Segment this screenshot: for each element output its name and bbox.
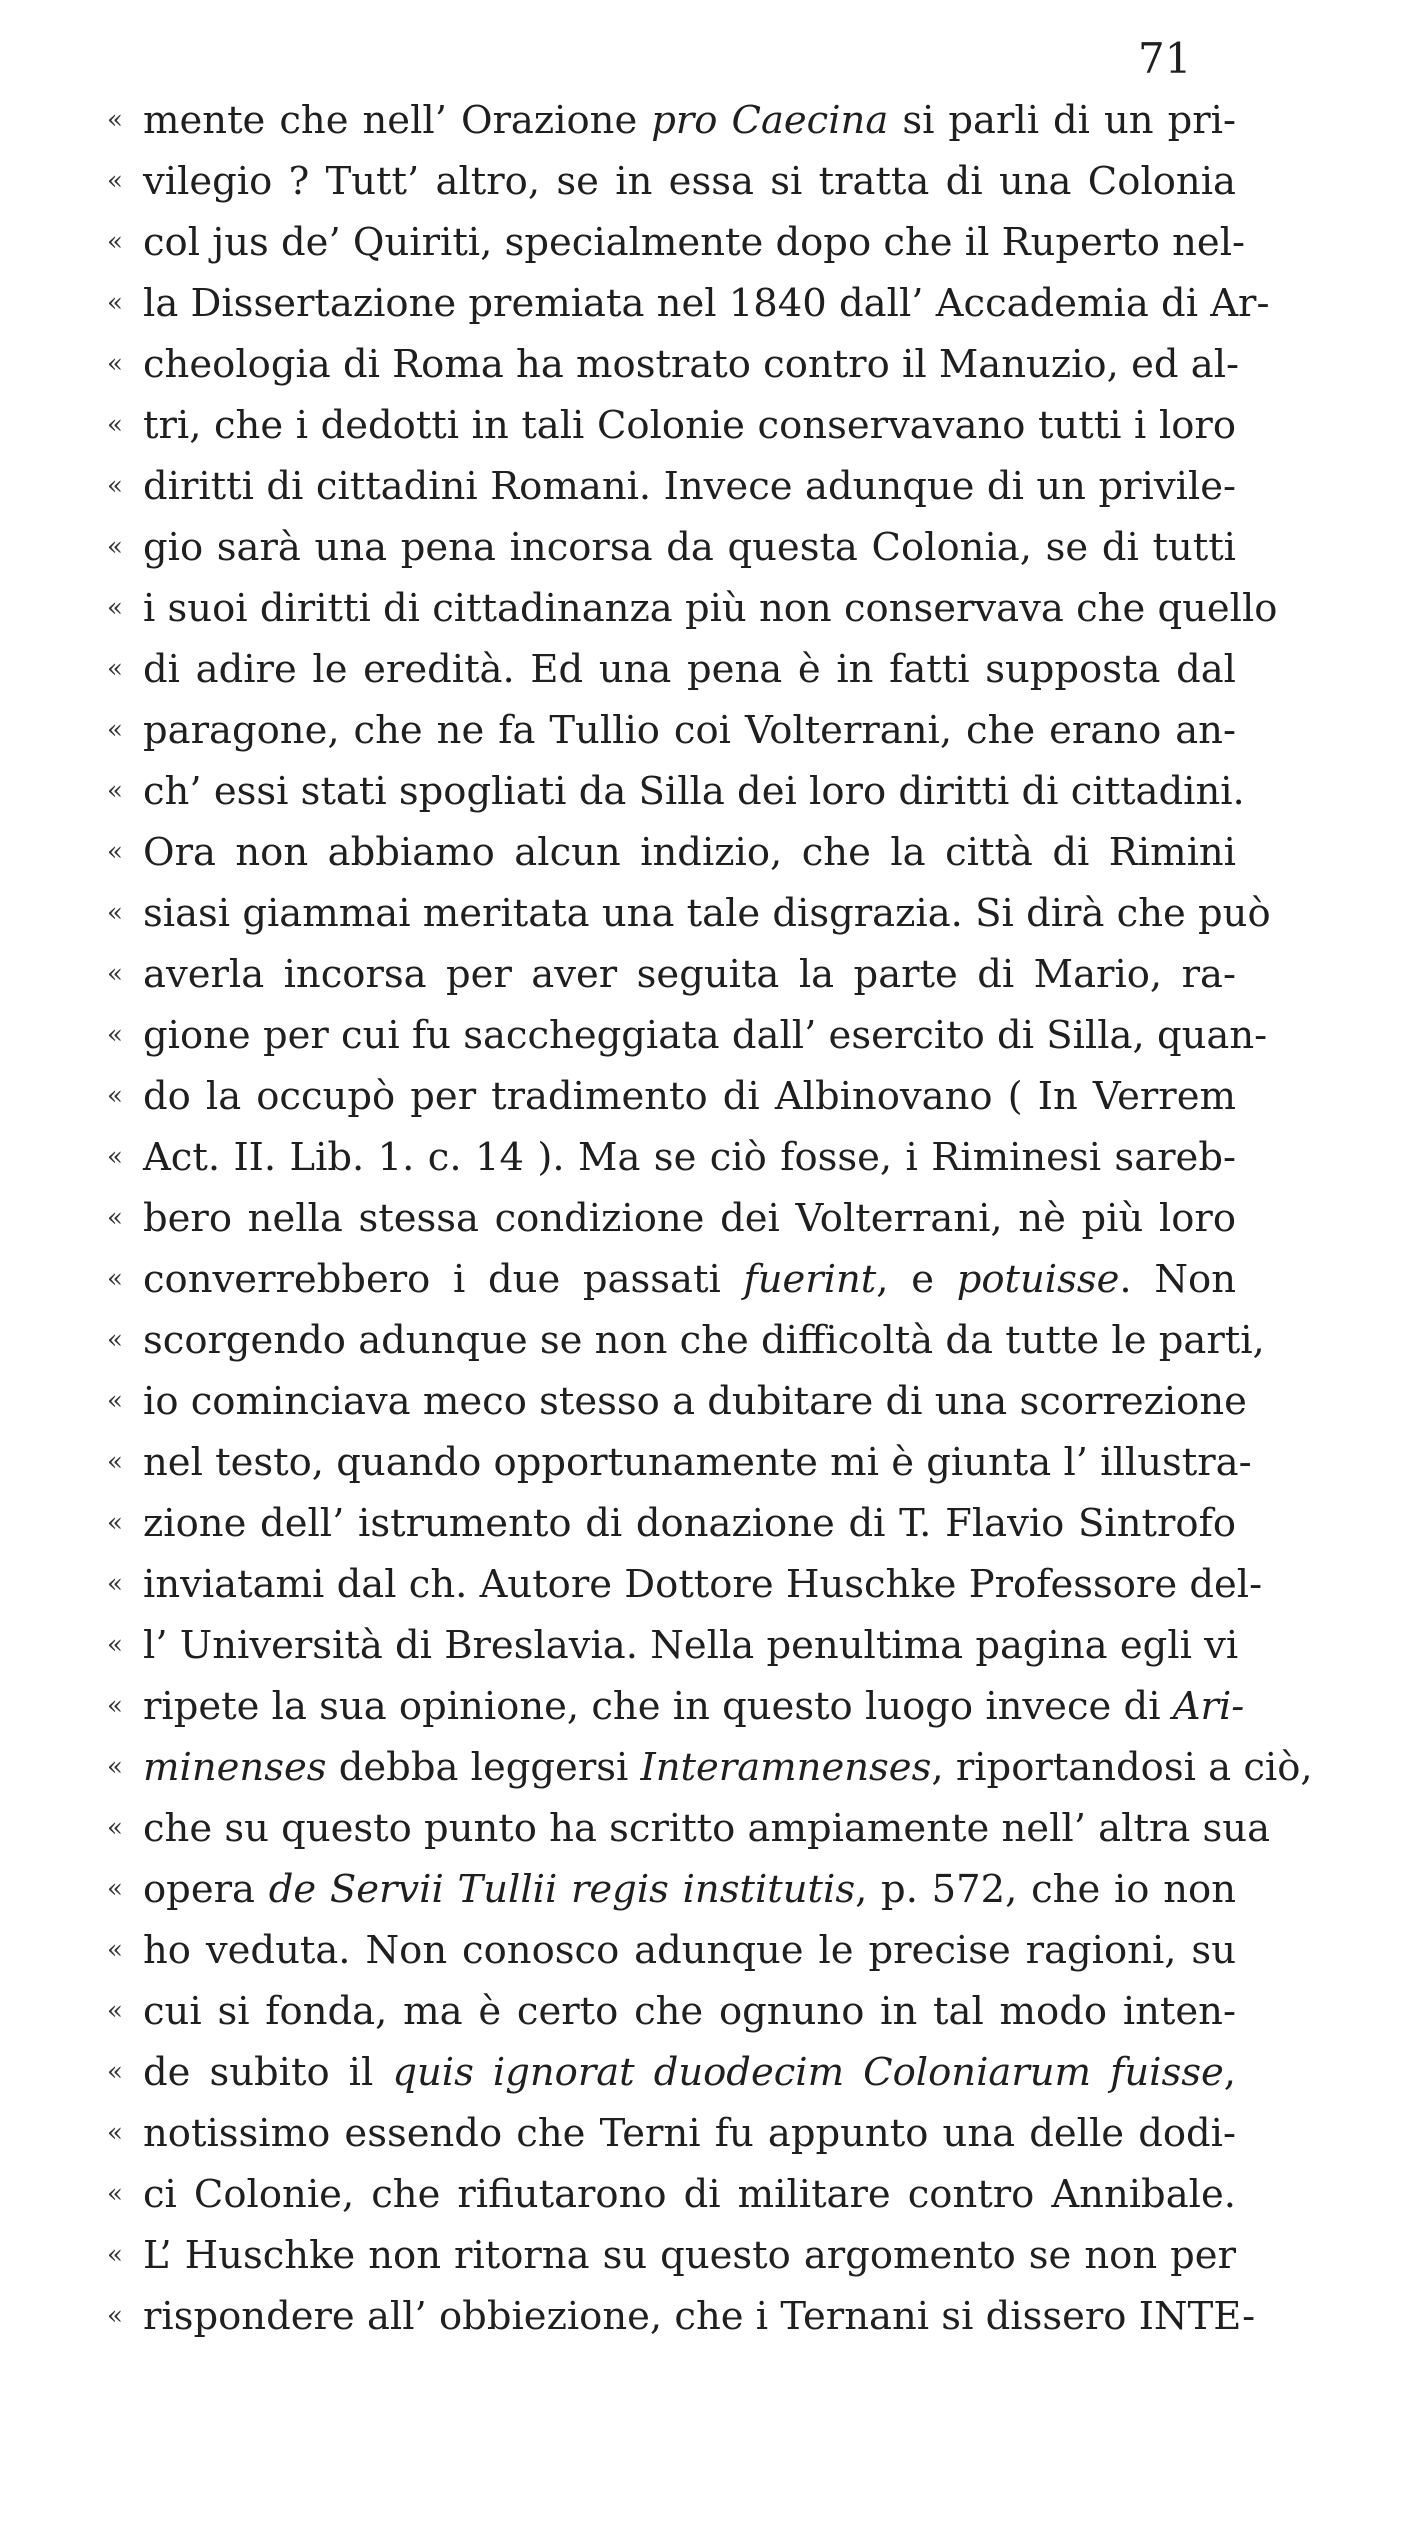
line-text — [143, 578, 1278, 639]
text-run: ripete la sua opinione, che in questo luogo invece di — [143, 1684, 1173, 1729]
text-run: col jus de’ Quiriti, specialmente dopo che il Ruperto nel- — [143, 220, 1246, 265]
text-line — [107, 1188, 1236, 1249]
text-line — [107, 761, 1245, 822]
quotation-mark: « — [107, 166, 123, 196]
line-text — [143, 273, 1270, 334]
line-text — [143, 1432, 1252, 1493]
line-text — [143, 1188, 1236, 1249]
text-line — [107, 90, 1236, 151]
text-line — [107, 1310, 1265, 1371]
line-text — [143, 151, 1236, 212]
line-text — [143, 1127, 1236, 1188]
line-text — [143, 2164, 1236, 2225]
text-line — [107, 1554, 1263, 1615]
quotation-mark: « — [107, 1630, 123, 1660]
quotation-mark: « — [107, 1203, 123, 1233]
italic-run: potuisse — [956, 1257, 1120, 1302]
quotation-mark: « — [107, 2057, 123, 2087]
text-line — [107, 395, 1236, 456]
italic-run: de Servii Tullii regis institutis — [268, 1867, 856, 1912]
text-line — [107, 1798, 1271, 1859]
text-run: averla incorsa per aver seguita la parte di Mario, ra- — [143, 952, 1236, 997]
italic-run: quis ignorat duodecim Coloniarum fuisse — [392, 2050, 1224, 2095]
quotation-mark: « — [107, 349, 123, 379]
text-run: l’ Università di Breslavia. Nella penultima pagina egli vi — [143, 1623, 1239, 1668]
quotation-mark: « — [107, 1447, 123, 1477]
text-line — [107, 1920, 1236, 1981]
italic-run: pro Caecina — [651, 98, 889, 143]
text-run: cui si fonda, ma è certo che ognuno in tal modo inten- — [143, 1989, 1236, 2034]
text-run: , — [1223, 2050, 1237, 2095]
quotation-mark: « — [107, 1081, 123, 1111]
text-line — [107, 944, 1236, 1005]
italic-run: fuerint — [743, 1257, 877, 1302]
line-text — [143, 1005, 1268, 1066]
line-text — [143, 1676, 1245, 1737]
line-text — [143, 2103, 1236, 2164]
line-text — [143, 1615, 1239, 1676]
quotation-mark: « — [107, 471, 123, 501]
text-run: inviatami dal ch. Autore Dottore Huschke Professore del- — [143, 1562, 1263, 1607]
text-line — [107, 2286, 1256, 2347]
text-line — [107, 578, 1278, 639]
text-run: ho veduta. Non conosco adunque le precise ragioni, su — [143, 1928, 1236, 1973]
text-run: vilegio ? Tutt’ altro, se in essa si tratta di una Colonia — [143, 159, 1236, 204]
quotation-mark: « — [107, 410, 123, 440]
text-run: ch’ essi stati spogliati da Silla dei loro diritti di cittadini. — [143, 769, 1245, 814]
quotation-mark: « — [107, 1386, 123, 1416]
text-line — [107, 456, 1236, 517]
text-run: cheologia di Roma ha mostrato contro il Manuzio, ed al- — [143, 342, 1240, 387]
line-text — [143, 700, 1236, 761]
italic-run: Interamnenses — [640, 1745, 932, 1790]
line-text — [143, 2042, 1236, 2103]
text-line — [107, 212, 1246, 273]
text-line — [107, 2225, 1236, 2286]
body-text — [107, 90, 1313, 2347]
text-line — [107, 700, 1236, 761]
quotation-mark: « — [107, 715, 123, 745]
text-run: mente che nell’ Orazione — [143, 98, 652, 143]
line-text — [143, 334, 1240, 395]
text-line — [107, 1737, 1313, 1798]
text-run: , p. 572, che io non — [855, 1867, 1236, 1912]
text-run: diritti di cittadini Romani. Invece adunque di un privile- — [143, 464, 1236, 509]
text-line — [107, 1371, 1247, 1432]
text-line — [107, 1249, 1237, 1310]
text-run: si parli di un pri- — [888, 98, 1236, 143]
quotation-mark: « — [107, 1569, 123, 1599]
text-run: rispondere all’ obbiezione, che i Ternani si dissero INTE- — [143, 2294, 1256, 2339]
quotation-mark: « — [107, 1813, 123, 1843]
text-run: io cominciava meco stesso a dubitare di una scorrezione — [143, 1379, 1247, 1424]
text-line — [107, 1127, 1236, 1188]
text-run: bero nella stessa condizione dei Volterrani, nè più loro — [143, 1196, 1236, 1241]
text-line — [107, 2103, 1236, 2164]
text-run: i suoi diritti di cittadinanza più non conservava che quello — [143, 586, 1278, 631]
text-run: gione per cui fu saccheggiata dall’ esercito di Silla, quan- — [143, 1013, 1268, 1058]
quotation-mark: « — [107, 593, 123, 623]
quotation-mark: « — [107, 227, 123, 257]
text-line — [107, 1005, 1268, 1066]
text-run: do la occupò per tradimento di Albinovano ( In Verrem — [143, 1074, 1236, 1119]
text-run: la Dissertazione premiata nel 1840 dall’ Accademia di Ar- — [143, 281, 1270, 326]
text-run: notissimo essendo che Terni fu appunto una delle dodi- — [143, 2111, 1236, 2156]
quotation-mark: « — [107, 1691, 123, 1721]
line-text — [143, 2225, 1236, 2286]
text-line — [107, 1615, 1239, 1676]
text-run: ci Colonie, che rifiutarono di militare contro Annibale. — [143, 2172, 1236, 2217]
quotation-mark: « — [107, 1874, 123, 1904]
text-run: , riportandosi a ciò, — [931, 1745, 1313, 1790]
quotation-mark: « — [107, 1996, 123, 2026]
text-run: . Non — [1119, 1257, 1237, 1302]
italic-run: minenses — [143, 1745, 327, 1790]
text-run: de subito il — [143, 2050, 393, 2095]
text-run: opera — [143, 1867, 269, 1912]
quotation-mark: « — [107, 2301, 123, 2331]
text-run: nel testo, quando opportunamente mi è giunta l’ illustra- — [143, 1440, 1252, 1485]
quotation-mark: « — [107, 532, 123, 562]
line-text — [143, 1920, 1236, 1981]
quotation-mark: « — [107, 2118, 123, 2148]
text-line — [107, 273, 1270, 334]
text-run: zione dell’ istrumento di donazione di T. Flavio Sintrofo — [143, 1501, 1236, 1546]
line-text — [143, 1737, 1313, 1798]
line-text — [143, 639, 1236, 700]
page-number: 71 — [1138, 34, 1192, 83]
quotation-mark: « — [107, 105, 123, 135]
line-text — [143, 1554, 1263, 1615]
line-text — [143, 761, 1245, 822]
text-run: Ora non abbiamo alcun indizio, che la città di Rimini — [143, 830, 1236, 875]
line-text — [143, 212, 1246, 273]
line-text — [143, 1066, 1236, 1127]
text-run: di adire le eredità. Ed una pena è in fatti supposta dal — [143, 647, 1236, 692]
text-run: L’ Huschke non ritorna su questo argomento se non per — [143, 2233, 1236, 2278]
quotation-mark: « — [107, 288, 123, 318]
line-text — [143, 2286, 1256, 2347]
text-run: scorgendo adunque se non che difficoltà da tutte le parti, — [143, 1318, 1265, 1363]
text-line — [107, 151, 1236, 212]
line-text — [143, 1798, 1271, 1859]
quotation-mark: « — [107, 898, 123, 928]
text-run: converrebbero i due passati — [143, 1257, 744, 1302]
text-line — [107, 883, 1271, 944]
line-text — [143, 456, 1236, 517]
text-run: tri, che i dedotti in tali Colonie conservavano tutti i loro — [143, 403, 1236, 448]
line-text — [143, 944, 1236, 1005]
line-text — [143, 90, 1236, 151]
text-line — [107, 1066, 1236, 1127]
text-line — [107, 1981, 1236, 2042]
text-line — [107, 1493, 1236, 1554]
text-run: Act. II. Lib. 1. c. 14 ). Ma se ciò fosse, i Riminesi sareb- — [143, 1135, 1236, 1180]
line-text — [143, 1493, 1236, 1554]
quotation-mark: « — [107, 1264, 123, 1294]
text-run: siasi giammai meritata una tale disgrazia. Si dirà che può — [143, 891, 1271, 936]
line-text — [143, 1249, 1236, 1310]
text-run: paragone, che ne fa Tullio coi Volterrani, che erano an- — [143, 708, 1236, 753]
quotation-mark: « — [107, 1935, 123, 1965]
quotation-mark: « — [107, 654, 123, 684]
quotation-mark: « — [107, 1142, 123, 1172]
line-text — [143, 1859, 1236, 1920]
text-line — [107, 334, 1240, 395]
line-text — [143, 1371, 1247, 1432]
text-line — [107, 822, 1236, 883]
line-text — [143, 1981, 1236, 2042]
text-run: debba leggersi — [326, 1745, 641, 1790]
quotation-mark: « — [107, 776, 123, 806]
text-line — [107, 517, 1236, 578]
quotation-mark: « — [107, 959, 123, 989]
text-line — [107, 1859, 1236, 1920]
line-text — [143, 517, 1236, 578]
quotation-mark: « — [107, 1020, 123, 1050]
text-line — [107, 1432, 1252, 1493]
text-run: che su questo punto ha scritto ampiamente nell’ altra sua — [143, 1806, 1271, 1851]
quotation-mark: « — [107, 1508, 123, 1538]
line-text — [143, 1310, 1265, 1371]
line-text — [143, 395, 1236, 456]
italic-run: Ari- — [1172, 1684, 1245, 1729]
quotation-mark: « — [107, 1752, 123, 1782]
line-text — [143, 883, 1271, 944]
text-line — [107, 1676, 1245, 1737]
text-line — [107, 639, 1236, 700]
text-run: , e — [876, 1257, 957, 1302]
text-line — [107, 2042, 1237, 2103]
quotation-mark: « — [107, 1325, 123, 1355]
quotation-mark: « — [107, 837, 123, 867]
quotation-mark: « — [107, 2240, 123, 2270]
quotation-mark: « — [107, 2179, 123, 2209]
text-run: gio sarà una pena incorsa da questa Colonia, se di tutti — [143, 525, 1236, 570]
text-line — [107, 2164, 1236, 2225]
line-text — [143, 822, 1236, 883]
